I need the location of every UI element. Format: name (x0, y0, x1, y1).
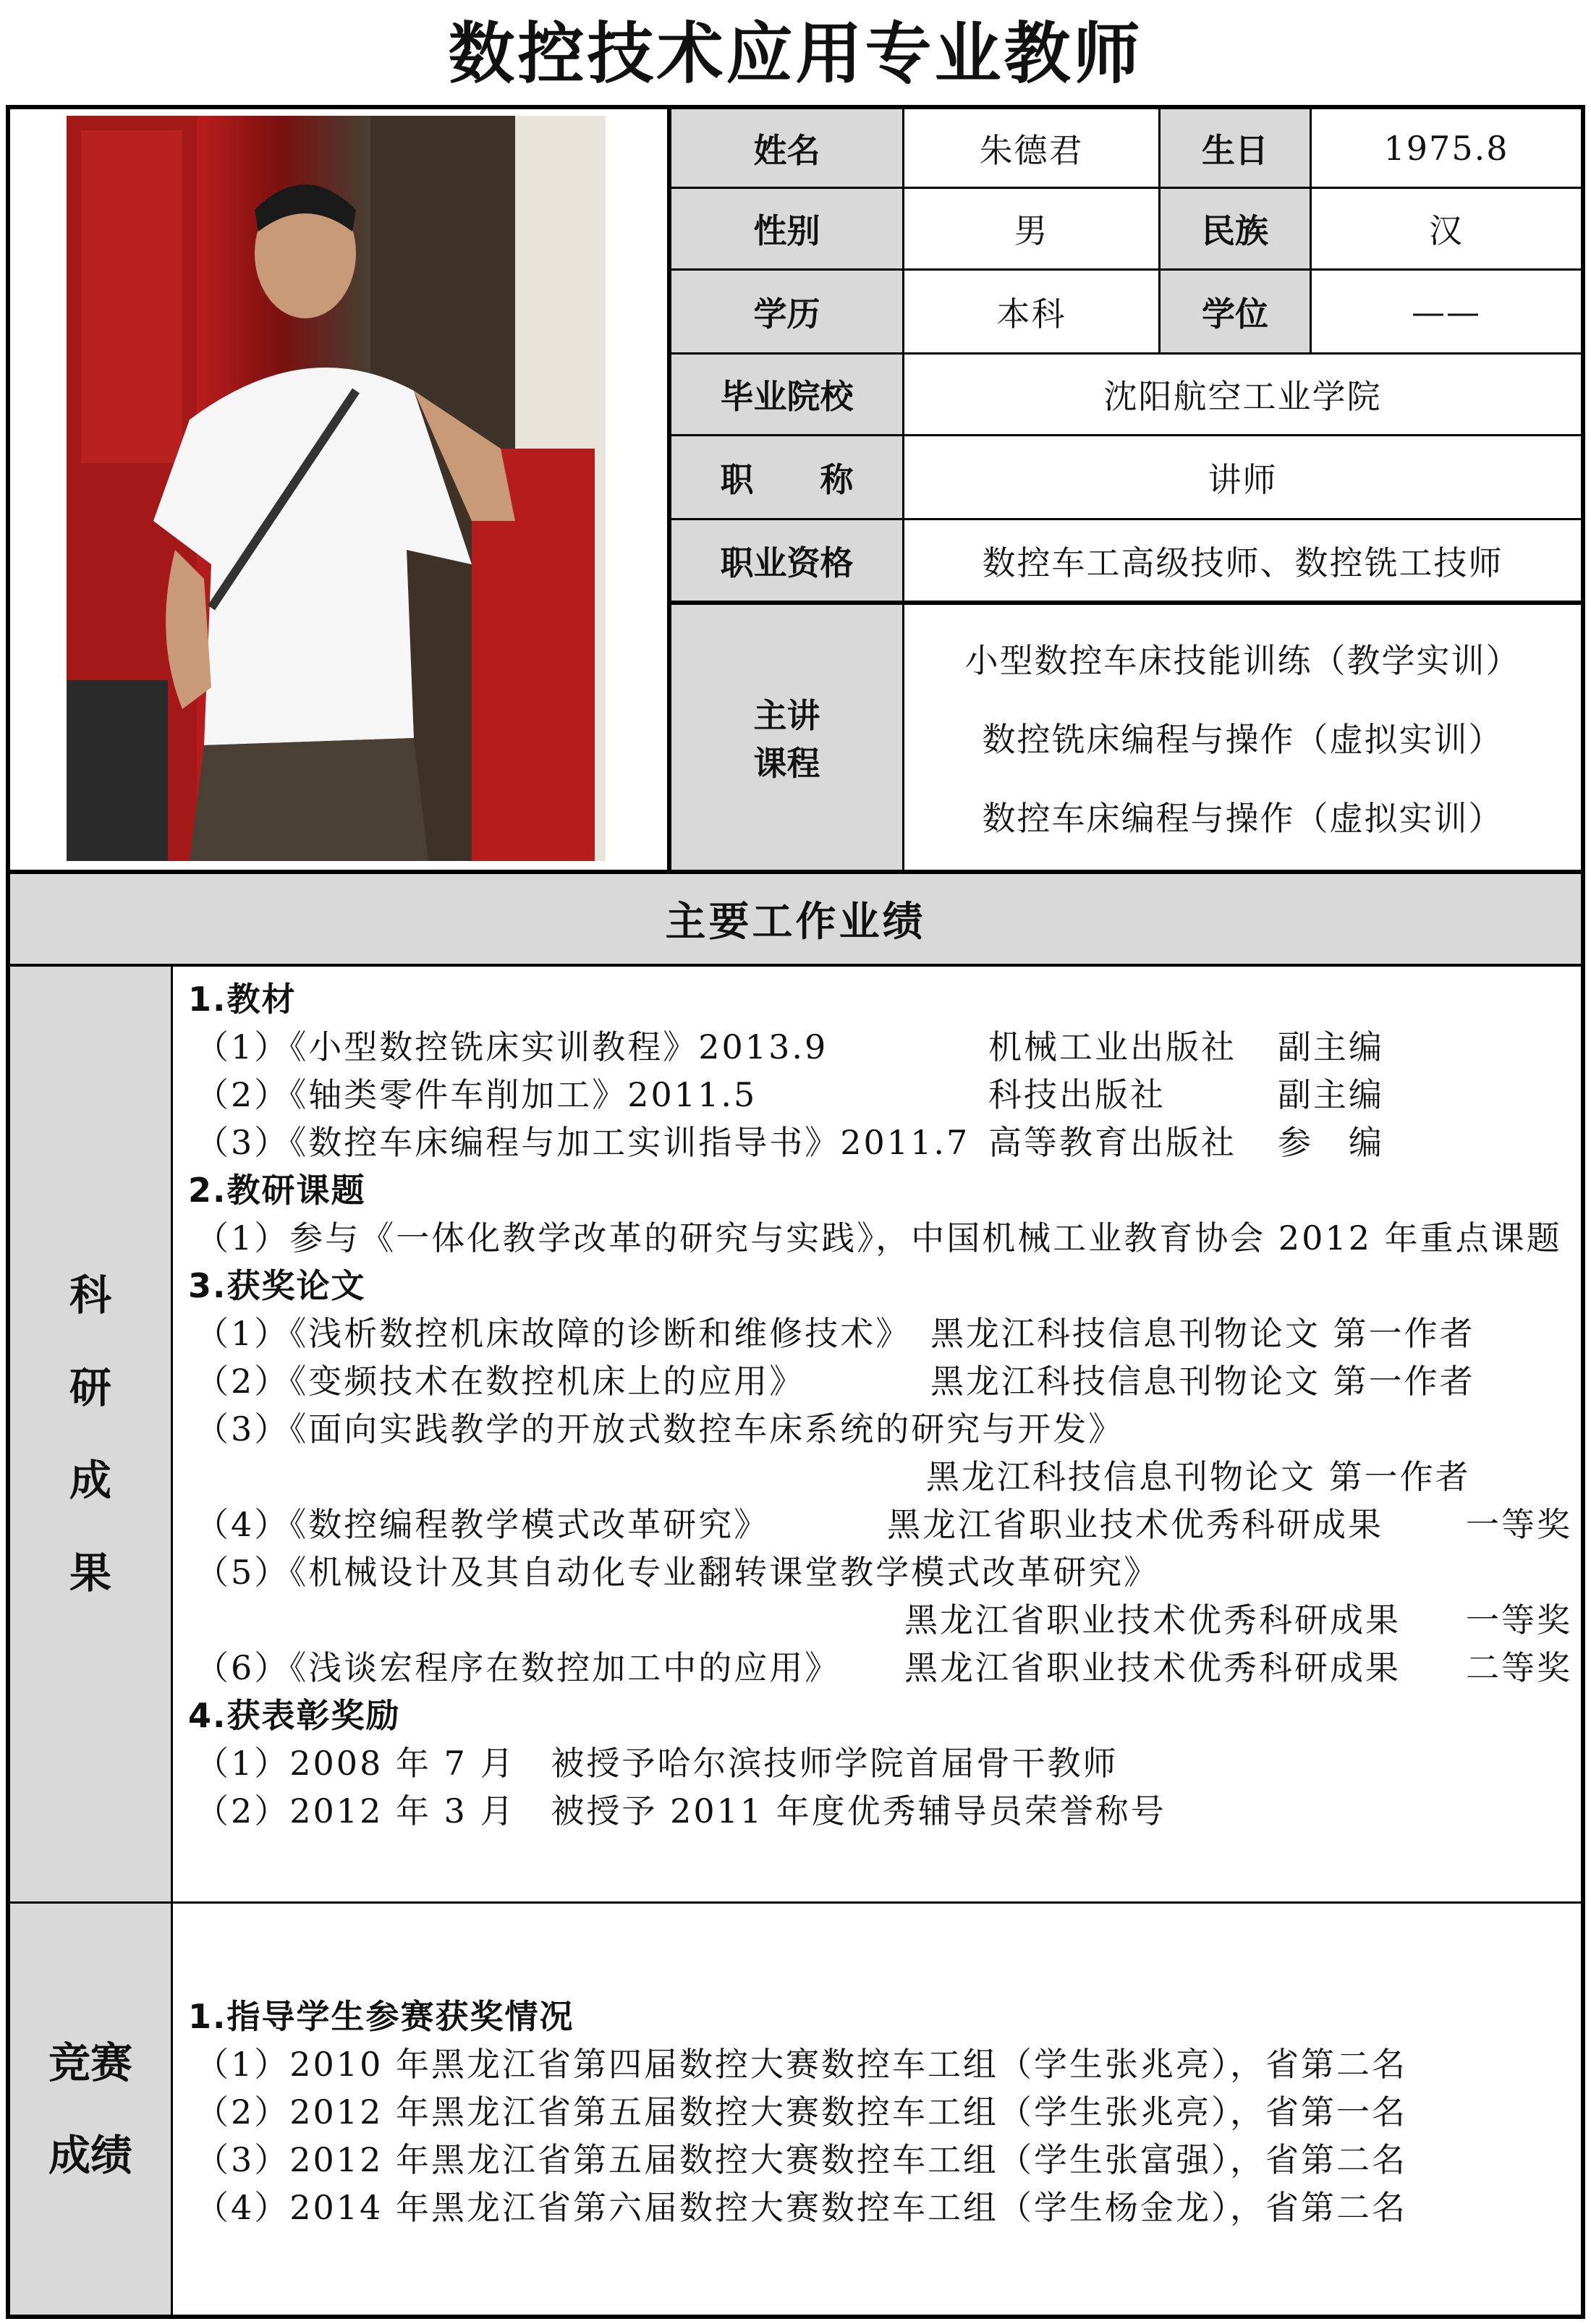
ethnic-label: 民族 (1161, 189, 1310, 268)
research-content (188, 975, 1577, 1835)
papers-heading: 3.获奖论文 (188, 1266, 366, 1305)
course-item: 小型数控车床技能训练（教学实训） (964, 641, 1521, 681)
paper-title: （5）《机械设计及其自动化专业翻转课堂教学模式改革研究》 (195, 1553, 1160, 1592)
paper-row (188, 1548, 1577, 1596)
paper-title: （2）《变频技术在数控机床上的应用》 (195, 1362, 805, 1401)
paper-grade: 一等奖 (1466, 1505, 1572, 1544)
textbook-role: 参 编 (1278, 1123, 1384, 1162)
paper-title: （4）《数控编程教学模式改革研究》 (195, 1505, 770, 1544)
honor-text: （1）2008 年 7 月 被授予哈尔滨技师学院首届骨干教师 (195, 1744, 1119, 1783)
paper-source: 黑龙江科技信息刊物论文 第一作者 (930, 1314, 1475, 1353)
qual-label: 职业资格 (671, 520, 902, 601)
paper-row (188, 1357, 1577, 1405)
paper-row (188, 1644, 1577, 1692)
paper-source: 黑龙江科技信息刊物论文 第一作者 (926, 1457, 1471, 1496)
textbook-publisher: 科技出版社 (988, 1075, 1166, 1114)
title-value: 讲师 (904, 436, 1581, 518)
courses-label (671, 605, 902, 870)
project-row (188, 1214, 1577, 1262)
competition-row (188, 2040, 1577, 2088)
teacher-photo (67, 116, 606, 861)
competition-content (188, 1993, 1577, 2231)
paper-title: （3）《面向实践教学的开放式数控车床系统的研究与开发》 (195, 1409, 1124, 1449)
textbook-role: 副主编 (1278, 1075, 1384, 1114)
course-item: 数控车床编程与操作（虚拟实训） (982, 798, 1503, 838)
research-side-label (10, 967, 171, 1901)
competition-text: （4）2014 年黑龙江省第六届数控大赛数控车工组（学生杨金龙），省第二名 (195, 2188, 1407, 2227)
paper-row (188, 1596, 1577, 1644)
paper-row (188, 1501, 1577, 1548)
courses-list (904, 605, 1581, 870)
paper-source: 黑龙江省职业技术优秀科研成果 (904, 1600, 1401, 1640)
gender-value: 男 (904, 189, 1158, 268)
edu-value: 本科 (904, 271, 1158, 352)
competition-heading: 1.指导学生参赛获奖情况 (188, 1997, 574, 2036)
textbooks-heading: 1.教材 (188, 980, 297, 1019)
honor-text: （2）2012 年 3 月 被授予 2011 年度优秀辅导员荣誉称号 (195, 1791, 1166, 1831)
competition-text: （1）2010 年黑龙江省第四届数控大赛数控车工组（学生张兆亮），省第二名 (195, 2045, 1407, 2084)
textbook-title: （1）《小型数控铣床实训教程》2013.9 (195, 1027, 828, 1066)
textbook-row (188, 1023, 1577, 1071)
projects-heading: 2.教研课题 (188, 1171, 366, 1210)
textbook-publisher: 高等教育出版社 (988, 1123, 1236, 1162)
textbook-row (188, 1071, 1577, 1119)
competition-text: （2）2012 年黑龙江省第五届数控大赛数控车工组（学生张兆亮），省第一名 (195, 2092, 1407, 2132)
course-item: 数控铣床编程与操作（虚拟实训） (982, 719, 1503, 759)
competition-row (188, 2088, 1577, 2136)
textbook-title: （3）《数控车床编程与加工实训指导书》2011.7 (195, 1123, 970, 1162)
paper-grade: 二等奖 (1466, 1648, 1572, 1687)
competition-text: （3）2012 年黑龙江省第五届数控大赛数控车工组（学生张富强），省第二名 (195, 2140, 1407, 2179)
honor-row (188, 1739, 1577, 1787)
paper-row (188, 1405, 1577, 1453)
paper-source: 黑龙江省职业技术优秀科研成果 (904, 1648, 1401, 1687)
title-label: 职 称 (671, 436, 902, 518)
side-word: 成绩 (48, 2131, 132, 2180)
side-char: 研 (69, 1363, 111, 1412)
paper-grade: 一等奖 (1466, 1600, 1572, 1640)
page-title: 数控技术应用专业教师 (448, 15, 1143, 93)
competition-row (188, 2184, 1577, 2231)
honors-heading: 4.获表彰奖励 (188, 1696, 401, 1735)
honor-row (188, 1787, 1577, 1835)
project-text: （1）参与《一体化教学改革的研究与实践》，中国机械工业教育协会 2012 年重点课题 (195, 1218, 1562, 1258)
paper-title: （6）《浅谈宏程序在数控加工中的应用》 (195, 1648, 841, 1687)
textbook-role: 副主编 (1278, 1027, 1384, 1066)
school-label: 毕业院校 (671, 355, 902, 434)
courses-label-line2: 课程 (753, 744, 820, 783)
paper-row (188, 1310, 1577, 1357)
competition-side-label (10, 1904, 171, 2315)
textbook-title: （2）《轴类零件车削加工》2011.5 (195, 1075, 758, 1114)
courses-label-line1: 主讲 (753, 696, 820, 735)
birth-value: 1975.8 (1312, 109, 1581, 187)
paper-source: 黑龙江省职业技术优秀科研成果 (887, 1505, 1383, 1544)
degree-value: —— (1312, 271, 1581, 352)
textbook-row (188, 1119, 1577, 1166)
paper-source: 黑龙江科技信息刊物论文 第一作者 (930, 1362, 1475, 1401)
qual-value: 数控车工高级技师、数控铣工技师 (904, 520, 1581, 601)
gender-label: 性别 (671, 189, 902, 268)
side-char: 果 (69, 1548, 111, 1598)
paper-row (188, 1453, 1577, 1501)
competition-row (188, 2136, 1577, 2184)
achievements-header: 主要工作业绩 (10, 874, 1581, 964)
side-char: 成 (69, 1456, 111, 1505)
degree-label: 学位 (1161, 271, 1310, 352)
paper-title: （1）《浅析数控机床故障的诊断和维修技术》 (195, 1314, 912, 1353)
edu-label: 学历 (671, 271, 902, 352)
birth-label: 生日 (1161, 109, 1310, 187)
textbook-publisher: 机械工业出版社 (988, 1027, 1236, 1066)
name-label: 姓名 (671, 109, 902, 187)
school-value: 沈阳航空工业学院 (904, 355, 1581, 434)
side-char: 科 (69, 1271, 111, 1320)
name-value: 朱德君 (904, 109, 1158, 187)
ethnic-value: 汉 (1312, 189, 1581, 268)
side-word: 竞赛 (48, 2038, 132, 2087)
